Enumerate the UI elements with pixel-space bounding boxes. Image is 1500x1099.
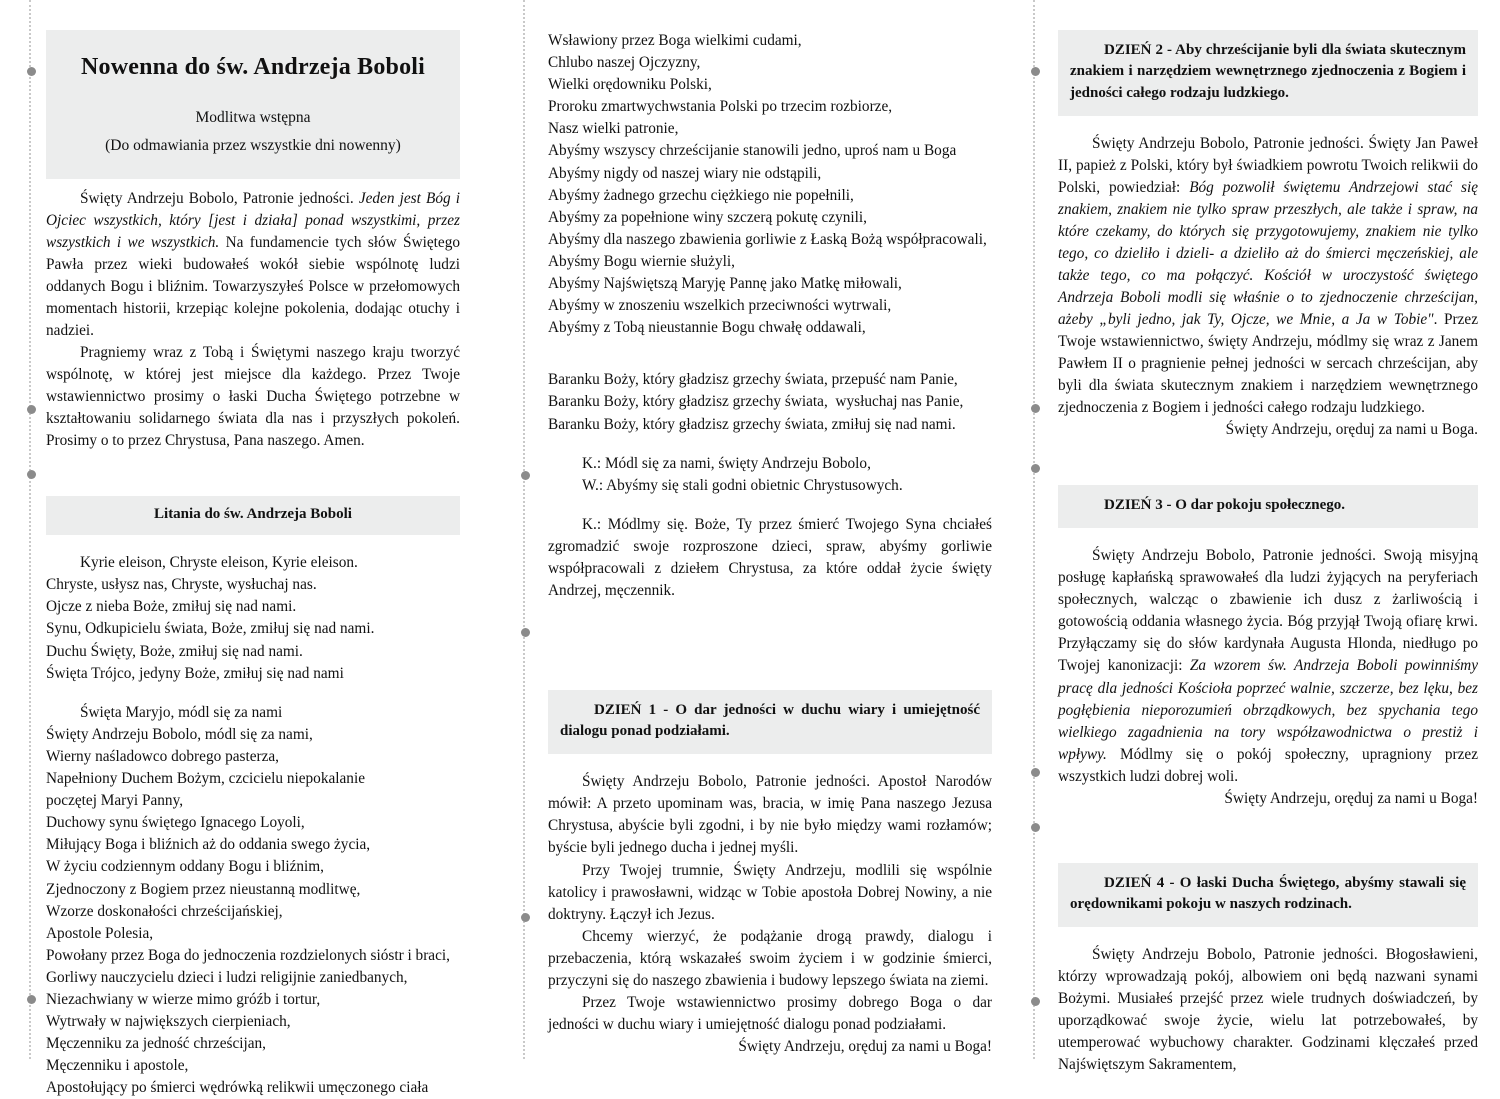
litany-line: Niezachwiany w wierze mimo gróźb i tortur, — [46, 990, 321, 1008]
litany-line: Gorliwy nauczycielu dzieci i ludzi religijnie zaniedbanych, — [46, 968, 408, 986]
litany-line: Męczenniku za jedność chrześcijan, — [46, 1035, 266, 1053]
page-title: Nowenna do św. Andrzeja Boboli — [80, 54, 426, 80]
litany-line: Powołany przez Boga do jednoczenia rozdzielonych sióstr i braci, — [46, 946, 450, 964]
litany-line: Wielki orędowniku Polski, — [548, 76, 712, 94]
litany-line: Duchu Święty, Boże, zmiłuj się nad nami. — [46, 642, 303, 660]
litany-line: Apostole Polesia, — [46, 924, 154, 942]
day3-p1-quote: Za wzorem św. Andrzeja Boboli powinniśmy pracę dla jedności Kościoła poprzeć walnie, szczerze, bez lęku, bez pogłębienia nieporozumień obrządkowych, bez spychania tego wielkiego zagadnienia na tory współzawodnictwa o prestiż i wpływy. — [1058, 657, 1478, 763]
day3-heading-band — [1058, 485, 1478, 528]
intro-p1-scripture: Jeden jest Bóg i Ojciec wszystkich, który [jest i działa] ponad wszystkimi, przez wszystkich i we wszystkich. — [46, 190, 460, 252]
day2-paragraph-1 — [1058, 133, 1478, 419]
day1-paragraph-3: Chcemy wierzyć, że podążanie drogą prawdy, dialogu i przebaczenia, którą wskazałeś swoim życiem i w godzinie śmierci, przyczyni się do naszego zbawienia i budowy lepszego świata na ziemi. — [548, 927, 992, 989]
litany-line: Święty Andrzeju Bobolo, módl się za nami, — [46, 725, 313, 743]
litany-line: Proroku zmartwychwstania Polski po trzecim rozbiorze, — [548, 98, 893, 116]
litany-line: Abyśmy żadnego grzechu ciężkiego nie popełnili, — [548, 186, 854, 204]
litany-line: Zjednoczony z Bogiem przez nieustanną modlitwę, — [46, 880, 361, 898]
day3-p1-rest: Módlmy się o pokój społeczny, upragniony przez wszystkich ludzi dobrej woli. — [1058, 745, 1478, 785]
litany-heading-band — [46, 496, 460, 535]
litany-line: Święta Maryjo, módl się za nami — [80, 703, 283, 721]
litany-heading: Litania do św. Andrzeja Boboli — [154, 506, 352, 523]
litany-line: Wytrwały w największych cierpieniach, — [46, 1013, 291, 1031]
litany-line: Napełniony Duchem Bożym, czcicielu niepokalanie — [46, 770, 365, 788]
day3-heading: DZIEŃ 3 - O dar pokoju społecznego. — [1104, 497, 1345, 514]
litany-line: Abyśmy wszyscy chrześcijanie stanowili jedno, uproś nam u Boga — [548, 142, 957, 160]
litany-versicles — [548, 453, 992, 497]
column-middle — [548, 30, 992, 1058]
versicle-w: W.: Abyśmy się stali godni obietnic Chrystusowych. — [582, 476, 903, 494]
litany-line: Wsławiony przez Boga wielkimi cudami, — [548, 32, 802, 49]
litany-block-4 — [548, 369, 992, 435]
litany-line: Abyśmy w znoszeniu wszelkich przeciwności wytrwali, — [548, 297, 892, 315]
day4-heading: DZIEŃ 4 - O łaski Ducha Świętego, abyśmy stawali się orędownikami pokoju w naszych rodzinach. — [1070, 874, 1466, 912]
litany-line: Chlubo naszej Ojczyzny, — [548, 54, 701, 72]
day2-p1-lead: Święty Andrzeju Bobolo, Patronie jedności. Święty Jan Paweł II, papież z Polski, który był świadkiem powrotu Twoich relikwii do Polski, powiedział: — [1058, 134, 1478, 196]
day1-heading: DZIEŃ 1 - O dar jedności w duchu wiary i umiejętność dialogu ponad podziałami. — [560, 701, 980, 740]
day2-closing: Święty Andrzeju, oręduj za nami u Boga. — [1225, 421, 1478, 439]
litany-line: Abyśmy z Tobą nieustannie Bogu chwałę oddawali, — [548, 319, 866, 337]
litany-line: Wzorze doskonałości chrześcijańskiej, — [46, 902, 283, 920]
litany-line: Męczenniku i apostole, — [46, 1057, 189, 1075]
column-right — [1058, 30, 1478, 1076]
litany-line: Synu, Odkupicielu świata, Boże, zmiłuj się nad nami. — [46, 620, 375, 638]
litany-line: Kyrie eleison, Chryste eleison, Kyrie eleison. — [80, 554, 358, 572]
versicle-k: K.: Módl się za nami, święty Andrzeju Bobolo, — [582, 454, 871, 472]
day2-p1-rest: . Przez Twoje wstawiennictwo, święty Andrzeju, módlmy się wraz z Janem Pawłem II o pragnienie pełnej jedności w sercach chrześcijan, aby byli dla świata skutecznym znakiem i narzędziem wewnętrznego zjednoczenia z Bogiem i jedności całego rodzaju ludzkiego. — [1058, 311, 1479, 417]
litany-line: Święta Trójco, jedyny Boże, zmiłuj się nad nami — [46, 664, 344, 682]
day2-heading-band — [1058, 30, 1478, 116]
litany-line: Abyśmy za popełnione winy szczerą pokutę czynili, — [548, 208, 868, 226]
day4-heading-band — [1058, 863, 1478, 928]
litany-line: Nasz wielki patronie, — [548, 120, 679, 138]
litany-line: Abyśmy Bogu wiernie służyli, — [548, 252, 735, 270]
litany-line: Baranku Boży, który gładzisz grzechy świata, zmiłuj się nad nami. — [548, 415, 956, 433]
day1-paragraph-4: Przez Twoje wstawiennictwo prosimy dobrego Boga o dar jedności w duchu wiary i umiejętność dialogu ponad podziałami. — [548, 993, 992, 1033]
intro-paragraph-2: Pragniemy wraz z Tobą i Świętymi naszego kraju tworzyć wspólnotę, w której jest miejsce dla każdego. Przez Twoje wstawiennictwo prosimy o łaski Ducha Świętego potrzebne w kształtowaniu solidarnego świata dla nas i przyszłych pokoleń. Prosimy o to przez Chrystusa, Pana naszego. Amen. — [46, 344, 460, 450]
day1-paragraph-1: Święty Andrzeju Bobolo, Patronie jedności. Apostoł Narodów mówił: A przeto upominam was, bracia, w imię Pana naszego Jezusa Chrystusa, abyście byli zgodni, i by nie było między wami rozłamów; byście byli jednego ducha i jednej myśli. — [548, 773, 992, 857]
litany-line: W życiu codziennym oddany Bogu i bliźnim, — [46, 858, 324, 876]
day2-heading: DZIEŃ 2 - Aby chrześcijanie byli dla świata skutecznym znakiem i narzędziem wewnętrznego zjednoczenia z Bogiem i jedności całego rodzaju ludzkiego. — [1070, 42, 1466, 101]
litany-line: Abyśmy nigdy od naszej wiary nie odstąpili, — [548, 164, 822, 182]
litany-block-3 — [548, 30, 992, 339]
day1-heading-band — [548, 690, 992, 755]
day3-paragraph-1 — [1058, 545, 1478, 787]
litany-line: Abyśmy Najświętszą Maryję Pannę jako Matkę miłowali, — [548, 275, 902, 293]
litany-line: Baranku Boży, który gładzisz grzechy świata, wysłuchaj nas Panie, — [548, 393, 964, 411]
litany-block-2 — [46, 702, 460, 1099]
intro-paragraph-1 — [46, 188, 460, 342]
day3-p1-lead: Święty Andrzeju Bobolo, Patronie jedności. Swoją misyjną posługę kapłańską sprawowałeś dla ludzi żyjących na peryferiach społecznych, walcząc o zbawienie ich dusz z żarliwością i gotowością oddania własnego życia. Bóg przyjął Twoją ofiarę krwi. Przyłączamy się do słów kardynała Augusta Hlonda, niedługo po Twojej kanonizacji: — [1058, 547, 1478, 675]
day1-paragraph-2: Przy Twojej trumnie, Święty Andrzeju, modlili się wspólnie katolicy i prawosławni, widząc w Tobie apostoła Dobrej Nowiny, a nie doktryny. Łączył ich Jezus. — [548, 861, 992, 923]
intro-heading-primary: Modlitwa wstępna — [195, 109, 311, 126]
litany-block-1 — [46, 552, 460, 685]
intro-p1-lead: Święty Andrzeju Bobolo, Patronie jedności. — [80, 190, 359, 207]
intro-p1-rest: Na fundamencie tych słów Świętego Pawła przez wieki budowałeś wokół siebie wspólnotę ludzi oddanych Bogu i bliźnim. Towarzyszyłeś Polsce w przełomowych momentach historii, krzepiąc kolejne pokolenia, dodając otuchy i nadziei. — [46, 234, 460, 340]
litany-line: Apostołujący po śmierci wędrówką relikwii umęczonego ciała — [46, 1079, 429, 1097]
litany-oremus: K.: Módlmy się. Boże, Ty przez śmierć Twojego Syna chciałeś zgromadzić swoje rozproszone dzieci, spraw, abyśmy gorliwie współpracowali z dziełem Chrystusa, za które oddał życie święty Andrzej, męczennik. — [548, 515, 992, 599]
litany-line: Chryste, usłysz nas, Chryste, wysłuchaj nas. — [46, 576, 317, 594]
litany-line: Duchowy synu świętego Ignacego Loyoli, — [46, 814, 305, 832]
day1-closing: Święty Andrzeju, oręduj za nami u Boga! — [738, 1037, 992, 1055]
day2-p1-quote: Bóg pozwolił świętemu Andrzejowi stać się znakiem, znakiem nie tylko spraw przeszłych, ale także i spraw, na które czekamy, do których się przygotowujemy, znakiem nie tylko tego, co dzieliło i dzieli- a dzieliło aż do śmierci męczeńskiej, ale także tego, co ma połączyć. Kościół w uroczystość świętego Andrzeja Boboli modli się właśnie o to zjednoczenie chrześcijan, ażeby „byli jedno, jak Ty, Ojcze, we Mnie, a Ja w Tobie" — [1058, 178, 1478, 329]
litany-line: Abyśmy dla naszego zbawienia gorliwie z Łaską Bożą współpracowali, — [548, 230, 987, 248]
day4-paragraph-1: Święty Andrzeju Bobolo, Patronie jedności. Błogosławieni, którzy wprowadzają pokój, albowiem oni będą nazwani synami Bożymi. Musiałeś przejść przez wiele trudnych doświadczeń, by uporządkować swoje życie, wielu lat potrzebowałeś, by utemperować wybuchowy charakter. Godzinami klęczałeś przed Najświętszym Sakramentem, — [1058, 946, 1478, 1074]
intro-heading-secondary: (Do odmawiania przez wszystkie dni nowenny) — [105, 137, 401, 154]
title-band — [46, 30, 460, 179]
litany-line: Wierny naśladowco dobrego pasterza, — [46, 747, 279, 765]
litany-line: poczętej Maryi Panny, — [46, 792, 184, 810]
litany-line: Ojcze z nieba Boże, zmiłuj się nad nami. — [46, 598, 297, 616]
litany-line: Baranku Boży, który gładzisz grzechy świata, przepuść nam Panie, — [548, 371, 958, 389]
column-left — [46, 30, 460, 1099]
litany-line: Miłujący Boga i bliźnich aż do oddania swego życia, — [46, 836, 371, 854]
day3-closing: Święty Andrzeju, oręduj za nami u Boga! — [1224, 789, 1478, 807]
